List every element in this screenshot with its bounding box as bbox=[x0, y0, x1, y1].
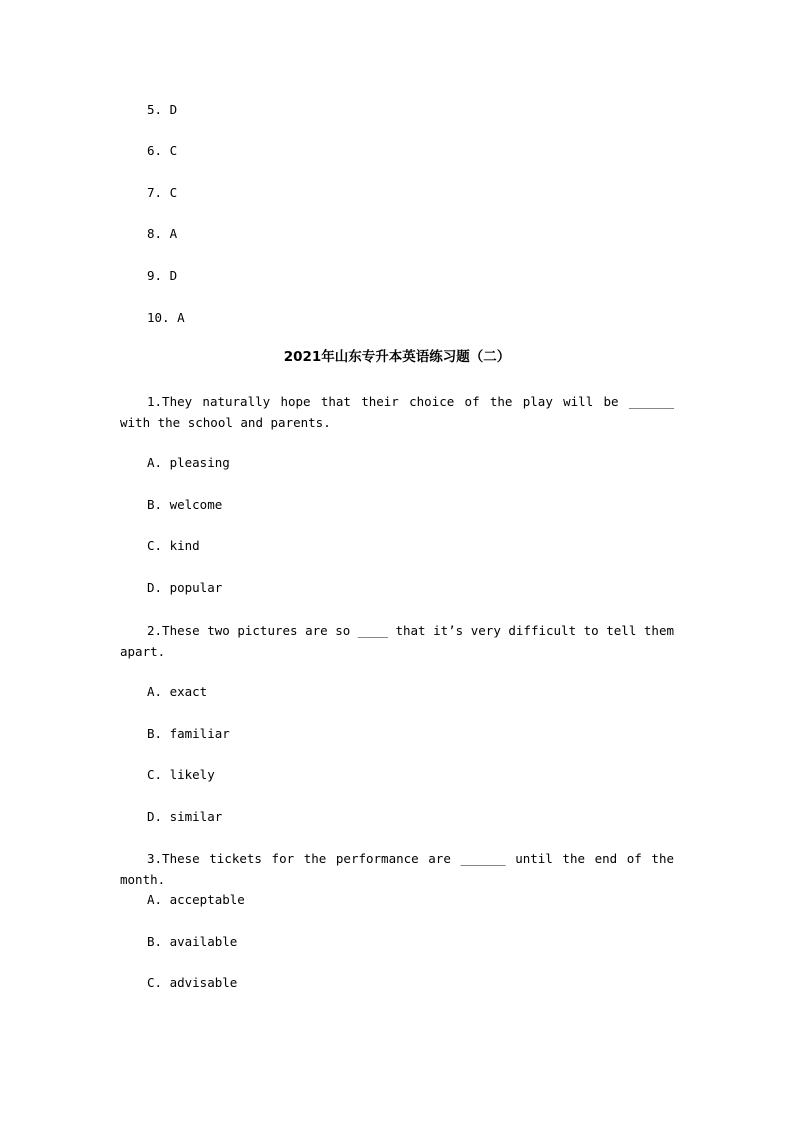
option-line: B. familiar bbox=[147, 726, 230, 741]
option-line: B. welcome bbox=[147, 497, 223, 512]
answer-line: 7. C bbox=[147, 185, 178, 200]
option-line: B. available bbox=[147, 934, 238, 949]
question-stem: 3.These tickets for the performance are ______ until the end of the month. bbox=[120, 851, 674, 887]
option-line: D. similar bbox=[147, 809, 223, 824]
option-line: C. likely bbox=[147, 767, 215, 782]
option-line: A. acceptable bbox=[147, 892, 245, 907]
answer-line: 6. C bbox=[147, 143, 178, 158]
option-line: C. advisable bbox=[147, 975, 238, 990]
answer-line: 5. D bbox=[147, 102, 178, 117]
option-line: A. pleasing bbox=[147, 455, 230, 470]
question-stem: 1.They naturally hope that their choice of the play will be ______ with the school and parents. bbox=[120, 394, 674, 430]
section-title: 2021年山东专升本英语练习题（二） bbox=[283, 349, 511, 365]
option-line: D. popular bbox=[147, 580, 223, 595]
option-line: A. exact bbox=[147, 684, 208, 699]
answer-line: 10. A bbox=[147, 310, 185, 325]
answer-line: 8. A bbox=[147, 226, 178, 241]
question-stem: 2.These two pictures are so ____ that it’s very difficult to tell them apart. bbox=[120, 623, 674, 659]
option-line: C. kind bbox=[147, 538, 200, 553]
answer-line: 9. D bbox=[147, 268, 178, 283]
